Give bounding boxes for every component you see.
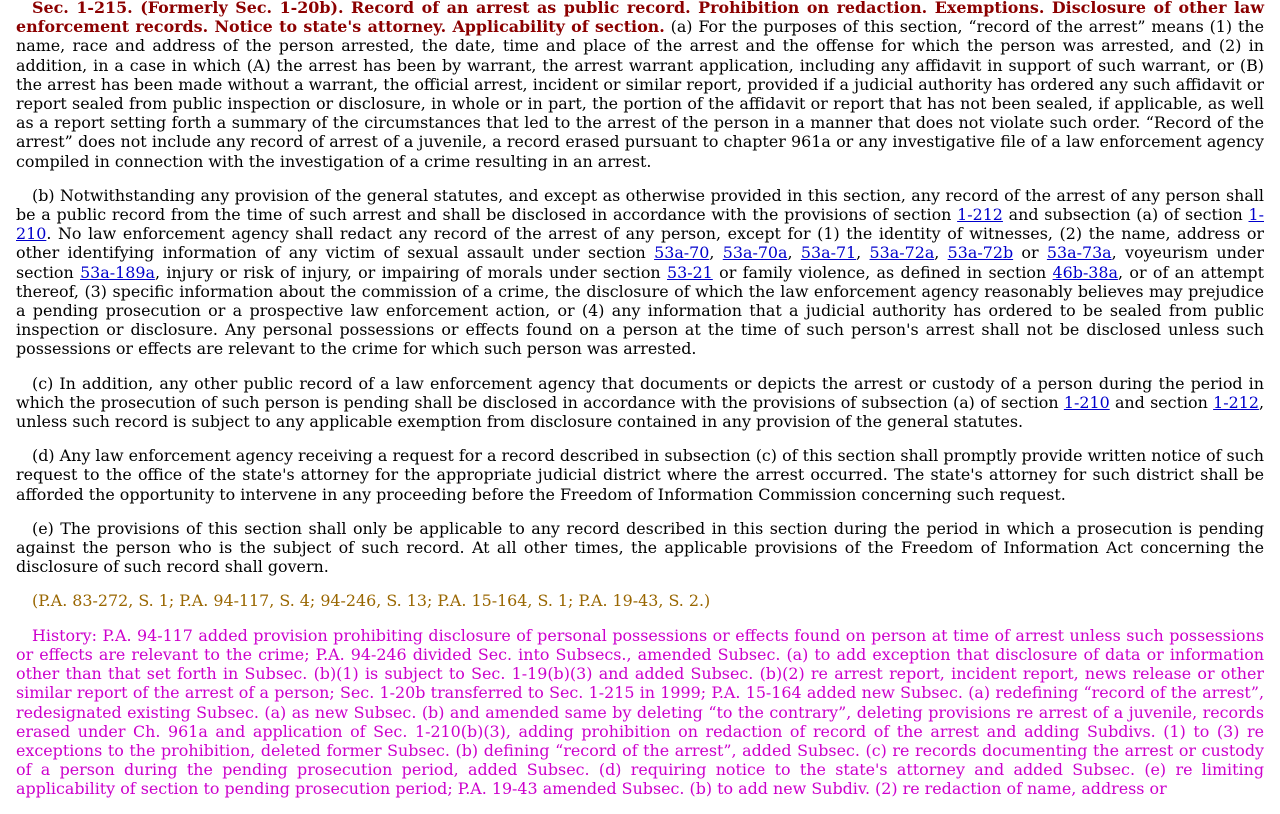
section-link-1-212[interactable]: 1-212 — [1213, 392, 1259, 412]
subsection-a-text: (a) For the purposes of this section, “record of the arrest” means (1) the name, race and address of the person arrested, the date, time and place of the arrest and the offense for which the person was arrested, and (2) in addition, in a case in which (A) the arrest has been by warrant, the arrest warrant application, including any affidavit in support of such warrant, or (B) the arrest has been made without a warrant, the official arrest, incident or similar report, provided if a judicial authority has ordered any such affidavit or report sealed from public inspection or disclosure, in whole or in part, the portion of the affidavit or report that has not been sealed, if applicable, as well as a report setting forth a summary of the circumstances that led to the arrest of the person in a manner that does not violate such order. “Record of the arrest” does not include any record of arrest of a juvenile, a record erased pursuant to chapter 961a or any investigative file of a law enforcement agency compiled in connection with the investigation of a crime resulting in an arrest. — [16, 17, 1264, 171]
section-link-53a-70[interactable]: 53a-70 — [654, 243, 710, 263]
subsection-b-text: or family violence, as defined in section — [712, 262, 1053, 282]
section-link-53a-71[interactable]: 53a-71 — [800, 243, 857, 263]
section-link-1-210[interactable]: 1-210 — [16, 205, 1264, 244]
section-link-53a-73a[interactable]: 53a-73a — [1046, 243, 1112, 263]
subsection-c-text: and section — [1109, 392, 1214, 412]
source-note: (P.A. 83-272, S. 1; P.A. 94-117, S. 4; 94-246, S. 13; P.A. 15-164, S. 1; P.A. 19-43, S. 2.) — [32, 591, 711, 611]
subsection-c-text: , unless such record is subject to any applicable exemption from disclosure contained in any provision of the general statutes. — [16, 392, 1264, 432]
subsection-b-text: , — [934, 243, 948, 263]
subsection-b-text: , — [709, 243, 723, 263]
section-link-53a-72b[interactable]: 53a-72b — [947, 243, 1014, 263]
section-link-53-21[interactable]: 53-21 — [666, 262, 713, 282]
subsection-e: (e) The provisions of this section shall only be applicable to any record described in this section during the period in which a prosecution is pending against the person who is the subject of such record. At all other times, the applicable provisions of the Freedom of Information Act concerning the disclosure of such record shall govern. — [16, 518, 1264, 577]
section-catchline: Sec. 1-215. (Formerly Sec. 1-20b). Record of an arrest as public record. Prohibition on redaction. Exemptions. Disclosure of other law enforcement records. Notice to state's attorney. Applicability of section. — [16, 0, 1264, 37]
subsection-b-text: , — [787, 243, 801, 263]
subsection-b-text: , — [856, 243, 870, 263]
subsection-b-text: . No law enforcement agency shall redact any record of the arrest of any person, except for (1) the identity of witnesses, (2) the name, address or other identifying information of any victim of sexual assault under section — [16, 224, 1264, 263]
subsection-b-text: , voyeurism under section — [16, 243, 1265, 282]
section-link-53a-70a[interactable]: 53a-70a — [722, 243, 788, 263]
subsection-b-text: (b) Notwithstanding any provision of the general statutes, and except as otherwise provided in this section, any record of the arrest of any person shall be a public record from the time of such arrest and shall be disclosed in accordance with the provisions of section — [16, 185, 1264, 225]
subsection-c-text: (c) In addition, any other public record of a law enforcement agency that documents or depicts the arrest or custody of a person during the period in which the prosecution of such person is pending shall be disclosed in accordance with the provisions of subsection (a) of section — [16, 373, 1264, 412]
section-link-1-212[interactable]: 1-212 — [957, 205, 1003, 225]
subsection-b-text: or — [1013, 243, 1047, 263]
section-link-53a-72a[interactable]: 53a-72a — [869, 243, 935, 263]
history-note: History: P.A. 94-117 added provision prohibiting disclosure of personal possessions or effects found on person at time of arrest unless such possessions or effects are relevant to the crime; P.A. 94-246 divided Sec. into Subsecs., amended Subsec. (a) to add exception that disclosure of data or information other than that set forth in Subsec. (b)(1) is subject to Sec. 1-19(b)(3) and added Subsec. (b)(2) re arrest report, incident report, news release or other similar report of the arrest of a person; Sec. 1-20b transferred to Sec. 1-215 in 1999; P.A. 15-164 added new Subsec. (a) redefining “record of the arrest”, redesignated existing Subsec. (a) as new Subsec. (b) and amended same by deleting “to the contrary”, deleting provisions re arrest of a juvenile, records erased under Ch. 961a and application of Sec. 1-210(b)(3), adding prohibition on redaction of record of the arrest and adding Subdivs. (1) to (3) re exceptions to the prohibition, deleted former Subsec. (b) defining “record of the arrest”, added Subsec. (c) re records documenting the arrest or custody of a person during the pending prosecution period, added Subsec. (d) requiring notice to the state's attorney and added Subsec. (e) re limiting applicability of section to pending prosecution period; P.A. 19-43 amended Subsec. (b) to add new Subdiv. (2) re redaction of name, address or — [16, 625, 1264, 799]
section-link-53a-189a[interactable]: 53a-189a — [80, 262, 155, 282]
subsection-b-text: , injury or risk of injury, or impairing of morals under section — [154, 262, 667, 282]
subsection-b-text: and subsection (a) of section — [1002, 205, 1249, 225]
subsection-c — [16, 374, 1264, 432]
subsection-b-text: , or of an attempt thereof, (3) specific information about the commission of a crime, the disclosure of which the law enforcement agency reasonably believes may prejudice a pending prosecution or a prospective law enforcement action, or (4) any information that a judicial authority has ordered to be sealed from public inspection or disclosure. Any personal possessions or effects found on a person at the time of such person's arrest shall not be disclosed unless such possessions or effects are relevant to the crime for which such person was arrested. — [16, 262, 1264, 359]
section-paragraph-a — [16, 0, 1264, 171]
subsection-d: (d) Any law enforcement agency receiving a request for a record described in subsection (c) of this section shall promptly provide written notice of such request to the office of the state's attorney for the appropriate judicial district where the arrest occurred. The state's attorney for such district shall be afforded the opportunity to intervene in any proceeding before the Freedom of Information Commission concerning such request. — [16, 446, 1264, 504]
section-link-46b-38a[interactable]: 46b-38a — [1052, 262, 1119, 282]
subsection-b — [16, 186, 1264, 359]
section-link-1-210[interactable]: 1-210 — [1063, 392, 1110, 412]
statute-page — [16, 0, 1264, 814]
